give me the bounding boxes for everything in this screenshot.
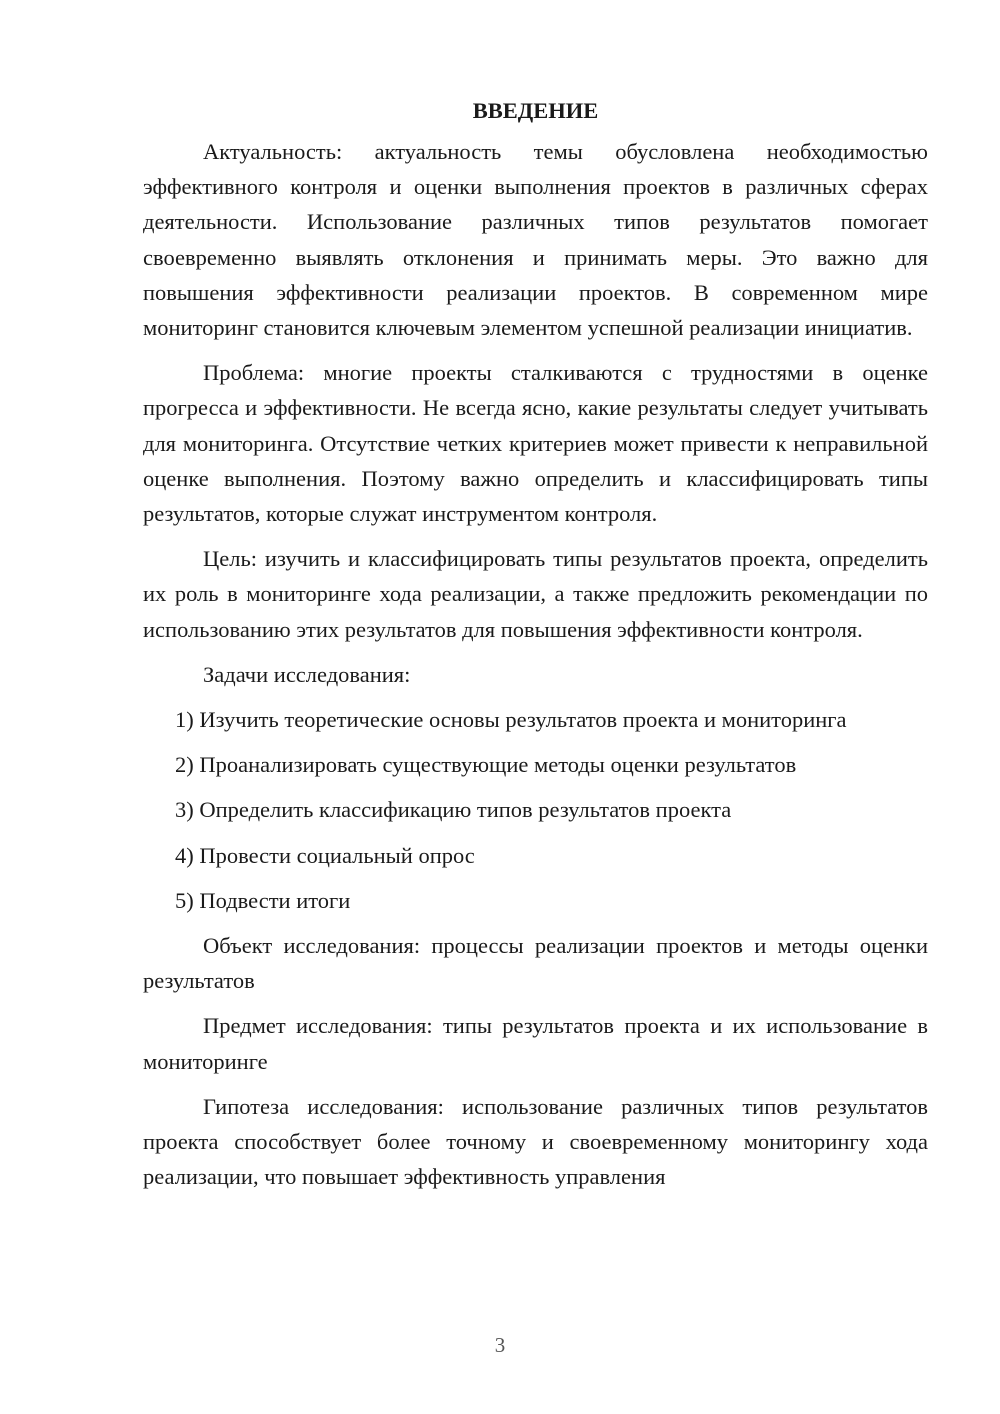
task-list: [143, 702, 928, 918]
section-heading: ВВЕДЕНИЕ: [472, 98, 599, 123]
task-item: 1) Изучить теоретические основы результатов проекта и мониторинга: [175, 707, 847, 733]
task-item: 3) Определить классификацию типов результатов проекта: [175, 797, 732, 823]
page-body: [143, 94, 928, 1204]
task-item: 4) Провести социальный опрос: [175, 842, 475, 868]
task-item: 2) Проанализировать существующие методы оценки результатов: [175, 752, 797, 778]
tasks-title: Задачи исследования:: [203, 661, 411, 687]
paragraph-subject: Предмет исследования: типы результатов проекта и их использование в мониторинге: [143, 1013, 928, 1074]
paragraph-goal: Цель: изучить и классифицировать типы результатов проекта, определить их роль в мониторинге хода реализации, а также предложить рекомендации по использованию этих результатов для повышения эффективности контроля.: [143, 546, 928, 642]
paragraph-object: Объект исследования: процессы реализации проектов и методы оценки результатов: [143, 933, 928, 994]
paragraph-relevance: Актуальность: актуальность темы обусловлена необходимостью эффективного контроля и оценки выполнения проектов в различных сферах деятельности. Использование различных типов результатов помогает своевременно выявлять отклонения и принимать меры. Это важно для повышения эффективности реализации проектов. В современном мире мониторинг становится ключевым элементом успешной реализации инициатив.: [143, 139, 928, 341]
paragraph-hypothesis: Гипотеза исследования: использование различных типов результатов проекта способствует более точному и своевременному мониторингу хода реализации, что повышает эффективность управления: [143, 1093, 928, 1190]
page-number: 3: [494, 1333, 506, 1357]
task-item: 5) Подвести итоги: [175, 887, 351, 913]
paragraph-problem: Проблема: многие проекты сталкиваются с трудностями в оценке прогресса и эффективности. Не всегда ясно, какие результаты следует учитывать для мониторинга. Отсутствие четких критериев может привести к неправильной оценке выполнения. Поэтому важно определить и классифицировать типы результатов, которые служат инструментом контроля.: [143, 360, 928, 527]
